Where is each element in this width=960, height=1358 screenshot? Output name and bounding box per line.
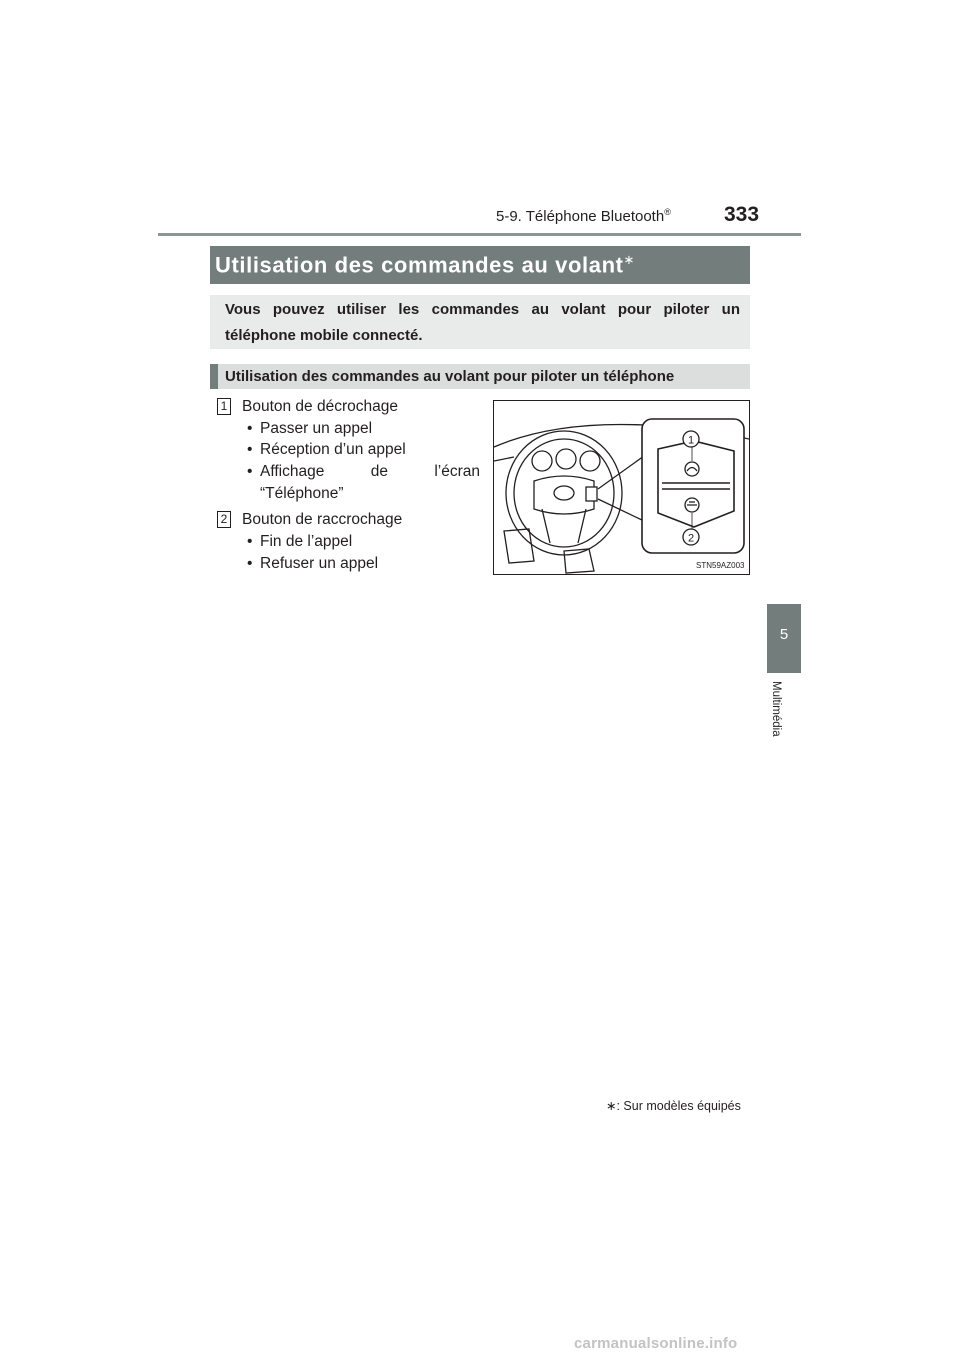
gauge-right bbox=[580, 451, 600, 471]
page-title: Utilisation des commandes au volant∗ bbox=[215, 252, 636, 278]
intro-text: Vous pouvez utiliser les commandes au volant pour piloter un téléphone mobile connecté. bbox=[225, 301, 740, 344]
subsection-accent bbox=[210, 364, 218, 389]
title-asterisk: ∗ bbox=[623, 252, 636, 267]
footnote: ∗: Sur modèles équipés bbox=[606, 1099, 741, 1113]
wheel-switch bbox=[586, 487, 597, 501]
item-1-bullet-2: • Réception d’un appel bbox=[247, 441, 406, 458]
leader-lines bbox=[598, 456, 644, 521]
registered-mark: ® bbox=[664, 207, 671, 217]
item-1-number: 1 bbox=[217, 398, 231, 415]
item-2-number: 2 bbox=[217, 511, 231, 528]
steering-hub bbox=[534, 476, 594, 514]
steering-wheel-illustration bbox=[493, 400, 750, 575]
item-1-title: Bouton de décrochage bbox=[242, 398, 398, 415]
watermark: carmanualsonline.info bbox=[574, 1335, 738, 1352]
steering-wheel-drawing bbox=[494, 401, 749, 574]
callout-2 bbox=[683, 529, 699, 545]
subsection-title: Utilisation des commandes au volant pour piloter un téléphone bbox=[225, 368, 675, 385]
section-header: 5-9. Téléphone Bluetooth® bbox=[496, 207, 671, 225]
callout-2-label: 2 bbox=[687, 532, 695, 545]
callout-1 bbox=[683, 431, 699, 447]
item-2-bullet-1: • Fin de l’appel bbox=[247, 533, 353, 550]
gauge-left bbox=[532, 451, 552, 471]
chapter-number: 5 bbox=[779, 626, 789, 643]
item-1-bullet-1: • Passer un appel bbox=[247, 420, 373, 437]
item-2-title: Bouton de raccrochage bbox=[242, 511, 403, 528]
switch-panel bbox=[658, 441, 734, 527]
page-number: 333 bbox=[724, 203, 760, 226]
gauge-center bbox=[556, 449, 576, 469]
item-2-bullet-2: • Refuser un appel bbox=[247, 555, 379, 572]
header-divider bbox=[158, 233, 801, 236]
item-1-bullet-3-cont: “Téléphone” bbox=[260, 485, 344, 502]
figure-code: STN59AZ003 bbox=[696, 561, 745, 570]
item-1-bullet-3: • Affichage de l’écran bbox=[247, 463, 480, 480]
callout-1-label: 1 bbox=[687, 434, 695, 447]
chapter-label: Multimédia bbox=[770, 681, 782, 737]
